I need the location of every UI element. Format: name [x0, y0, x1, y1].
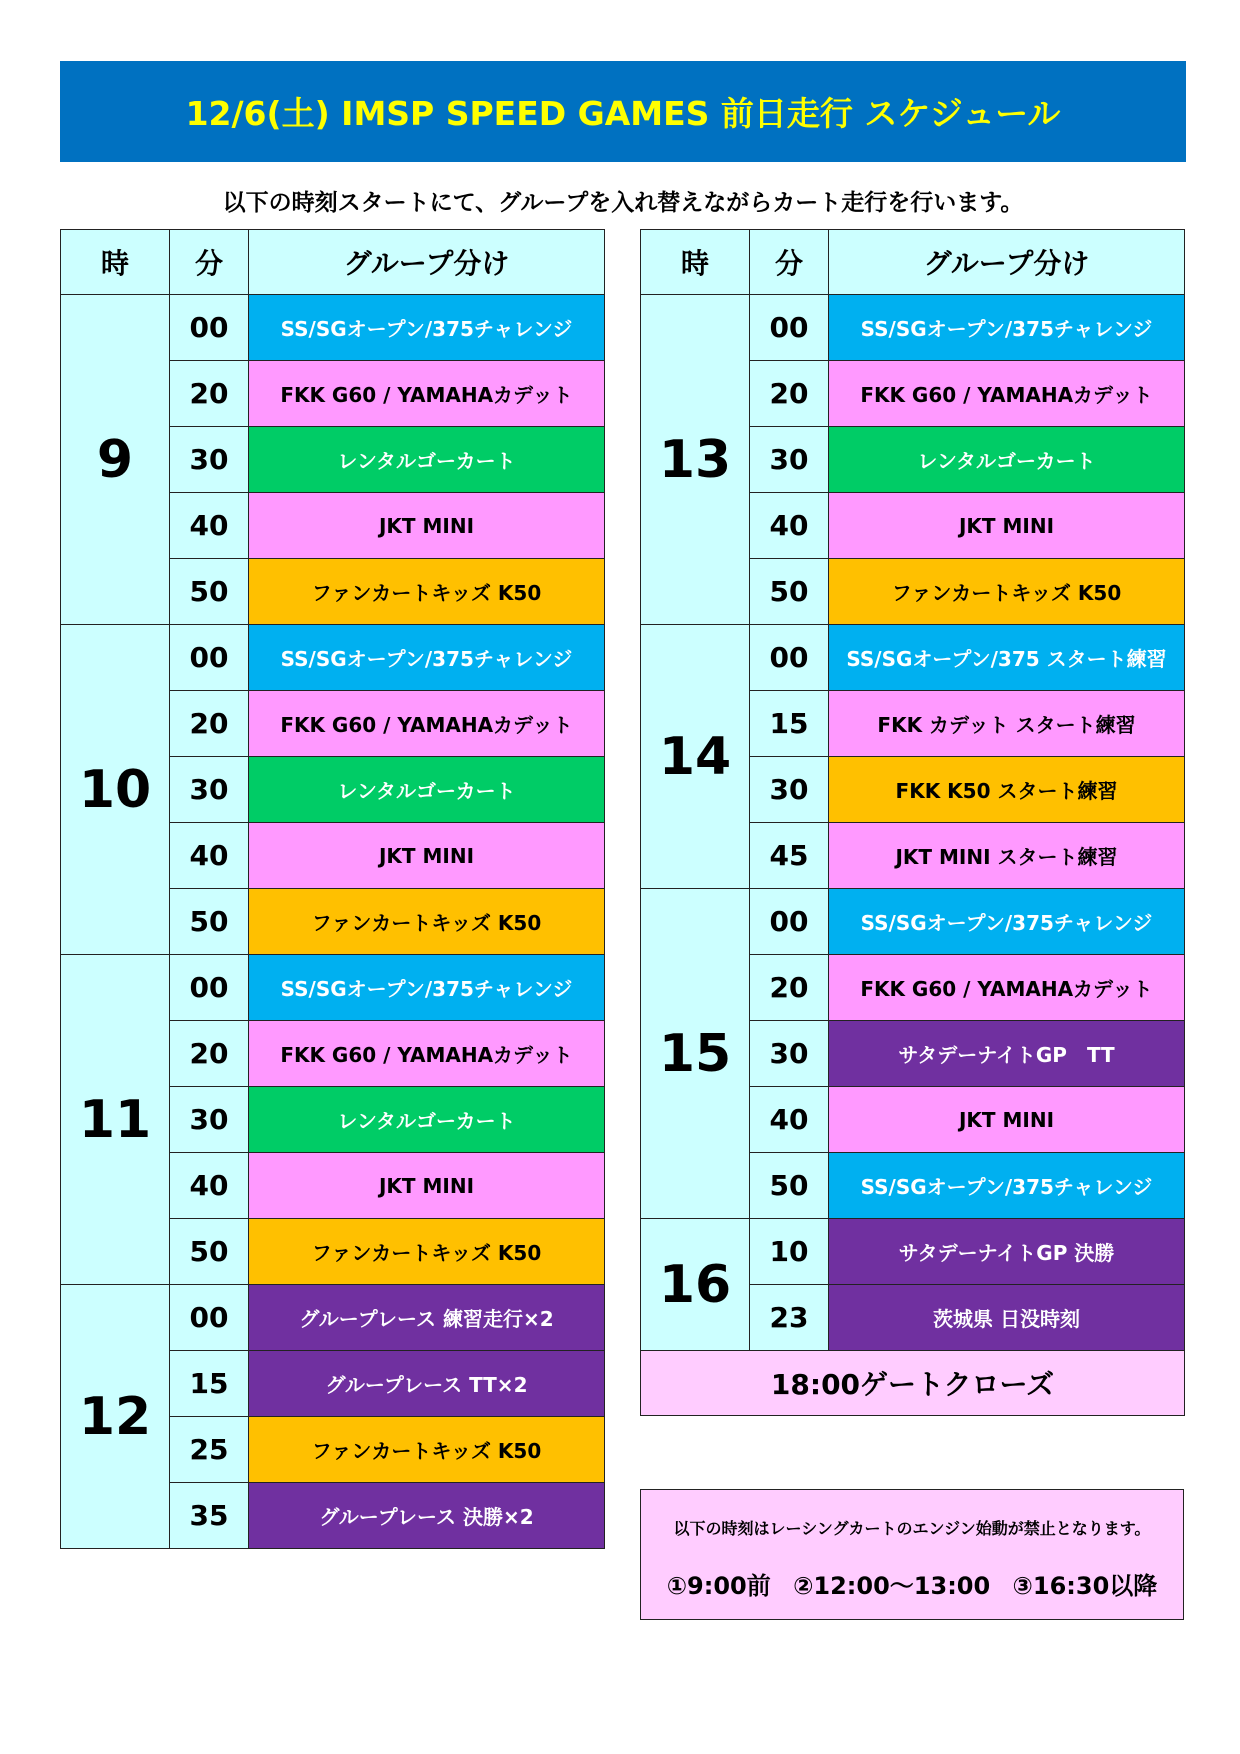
- minute-cell: 20: [170, 1021, 249, 1087]
- header-hour: 時: [61, 230, 170, 295]
- minute-cell: 00: [750, 889, 829, 955]
- gate-close-label: 18:00ゲートクローズ: [641, 1351, 1185, 1416]
- hour-cell: 15: [641, 889, 750, 1219]
- minute-cell: 40: [170, 1153, 249, 1219]
- minute-cell: 50: [170, 1219, 249, 1285]
- group-cell: グループレース 練習走行×2: [249, 1285, 605, 1351]
- minute-cell: 20: [170, 361, 249, 427]
- group-cell: ファンカートキッズ K50: [249, 1219, 605, 1285]
- minute-cell: 50: [750, 1153, 829, 1219]
- table-row: [641, 625, 1185, 691]
- minute-cell: 30: [170, 1087, 249, 1153]
- hour-cell: 13: [641, 295, 750, 625]
- group-cell: FKK G60 / YAMAHAカデット: [249, 361, 605, 427]
- group-cell: JKT MINI: [829, 493, 1185, 559]
- group-cell: SS/SGオープン/375チャレンジ: [829, 889, 1185, 955]
- group-cell: ファンカートキッズ K50: [249, 559, 605, 625]
- group-cell: ファンカートキッズ K50: [249, 889, 605, 955]
- minute-cell: 10: [750, 1219, 829, 1285]
- hour-cell: 10: [61, 625, 170, 955]
- minute-cell: 40: [750, 493, 829, 559]
- hour-cell: 9: [61, 295, 170, 625]
- engine-restriction-notice: [640, 1489, 1184, 1620]
- minute-cell: 30: [750, 1021, 829, 1087]
- group-cell: JKT MINI: [249, 823, 605, 889]
- header-group: グループ分け: [829, 230, 1185, 295]
- minute-cell: 30: [170, 757, 249, 823]
- group-cell: ファンカートキッズ K50: [829, 559, 1185, 625]
- minute-cell: 20: [750, 361, 829, 427]
- group-cell: FKK G60 / YAMAHAカデット: [829, 955, 1185, 1021]
- schedule-table-left: [60, 229, 605, 1549]
- group-cell: SS/SGオープン/375 スタート練習: [829, 625, 1185, 691]
- closing-row: [641, 1351, 1185, 1416]
- group-cell: JKT MINI スタート練習: [829, 823, 1185, 889]
- notice-times: ①9:00前 ②12:00～13:00 ③16:30以降: [666, 1572, 1158, 1600]
- title-banner: [60, 61, 1186, 162]
- minute-cell: 00: [750, 295, 829, 361]
- minute-cell: 50: [170, 889, 249, 955]
- group-cell: レンタルゴーカート: [829, 427, 1185, 493]
- minute-cell: 50: [170, 559, 249, 625]
- minute-cell: 30: [170, 427, 249, 493]
- table-row: [641, 889, 1185, 955]
- minute-cell: 45: [750, 823, 829, 889]
- minute-cell: 30: [750, 757, 829, 823]
- group-cell: SS/SGオープン/375チャレンジ: [249, 955, 605, 1021]
- hour-cell: 14: [641, 625, 750, 889]
- schedule-table-right: [640, 229, 1185, 1416]
- minute-cell: 15: [170, 1351, 249, 1417]
- group-cell: FKK K50 スタート練習: [829, 757, 1185, 823]
- group-cell: サタデーナイトGP 決勝: [829, 1219, 1185, 1285]
- header-group: グループ分け: [249, 230, 605, 295]
- table-row: [641, 295, 1185, 361]
- group-cell: SS/SGオープン/375チャレンジ: [249, 295, 605, 361]
- minute-cell: 20: [170, 691, 249, 757]
- minute-cell: 00: [170, 1285, 249, 1351]
- table-row: [641, 1219, 1185, 1285]
- minute-cell: 20: [750, 955, 829, 1021]
- minute-cell: 00: [170, 955, 249, 1021]
- page-subtitle: 以下の時刻スタートにて、グループを入れ替えながらカート走行を行います。: [222, 190, 1024, 216]
- table-header-row: [61, 230, 605, 295]
- table-header-row: [641, 230, 1185, 295]
- minute-cell: 35: [170, 1483, 249, 1549]
- header-minute: 分: [750, 230, 829, 295]
- group-cell: レンタルゴーカート: [249, 427, 605, 493]
- group-cell: FKK G60 / YAMAHAカデット: [829, 361, 1185, 427]
- group-cell: 茨城県 日没時刻: [829, 1285, 1185, 1351]
- group-cell: FKK G60 / YAMAHAカデット: [249, 1021, 605, 1087]
- group-cell: JKT MINI: [829, 1087, 1185, 1153]
- table-row: [61, 1285, 605, 1351]
- minute-cell: 00: [170, 295, 249, 361]
- group-cell: レンタルゴーカート: [249, 1087, 605, 1153]
- header-minute: 分: [170, 230, 249, 295]
- minute-cell: 00: [750, 625, 829, 691]
- group-cell: SS/SGオープン/375チャレンジ: [829, 1153, 1185, 1219]
- minute-cell: 25: [170, 1417, 249, 1483]
- minute-cell: 30: [750, 427, 829, 493]
- group-cell: FKK カデット スタート練習: [829, 691, 1185, 757]
- group-cell: SS/SGオープン/375チャレンジ: [829, 295, 1185, 361]
- minute-cell: 40: [170, 823, 249, 889]
- notice-text: 以下の時刻はレーシングカートのエンジン始動が禁止となります。: [673, 1519, 1151, 1538]
- group-cell: レンタルゴーカート: [249, 757, 605, 823]
- table-row: [61, 955, 605, 1021]
- hour-cell: 12: [61, 1285, 170, 1549]
- minute-cell: 40: [750, 1087, 829, 1153]
- group-cell: ファンカートキッズ K50: [249, 1417, 605, 1483]
- group-cell: グループレース TT×2: [249, 1351, 605, 1417]
- page-title: 12/6(土) IMSP SPEED GAMES 前日走行 スケジュール: [185, 94, 1061, 133]
- hour-cell: 16: [641, 1219, 750, 1351]
- minute-cell: 40: [170, 493, 249, 559]
- hour-cell: 11: [61, 955, 170, 1285]
- group-cell: SS/SGオープン/375チャレンジ: [249, 625, 605, 691]
- group-cell: JKT MINI: [249, 1153, 605, 1219]
- minute-cell: 50: [750, 559, 829, 625]
- group-cell: サタデーナイトGP TT: [829, 1021, 1185, 1087]
- table-row: [61, 295, 605, 361]
- minute-cell: 00: [170, 625, 249, 691]
- header-hour: 時: [641, 230, 750, 295]
- group-cell: FKK G60 / YAMAHAカデット: [249, 691, 605, 757]
- group-cell: JKT MINI: [249, 493, 605, 559]
- minute-cell: 15: [750, 691, 829, 757]
- table-row: [61, 625, 605, 691]
- minute-cell: 23: [750, 1285, 829, 1351]
- group-cell: グループレース 決勝×2: [249, 1483, 605, 1549]
